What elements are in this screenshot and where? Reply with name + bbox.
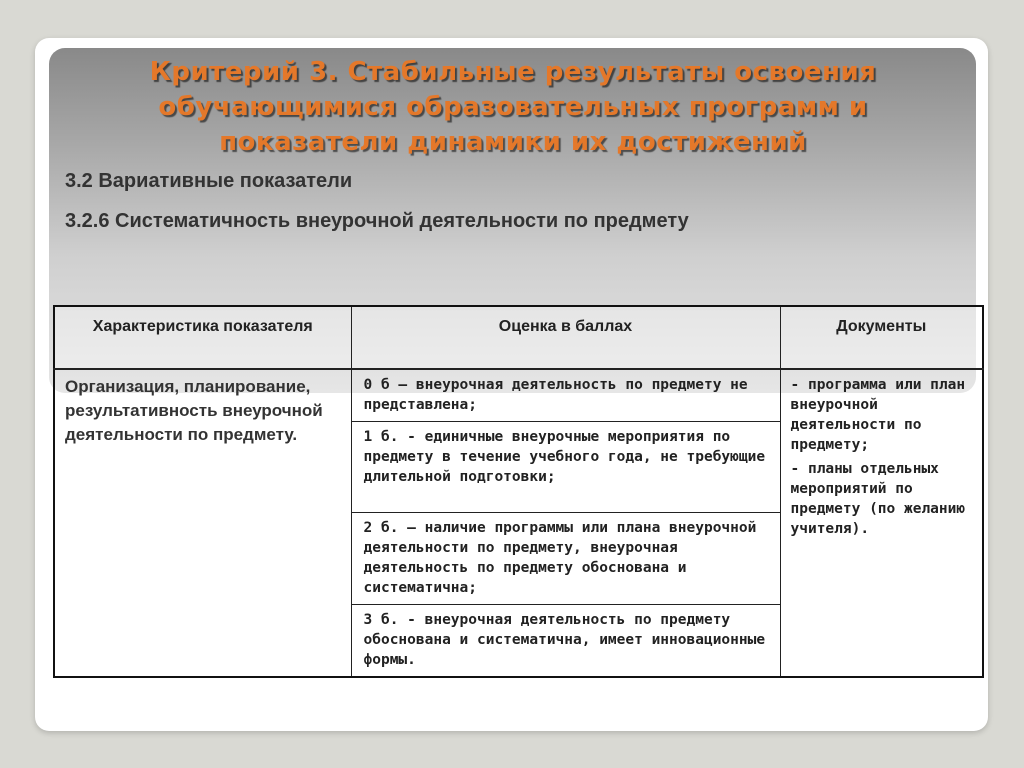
score-2-cell: 2 б. – наличие программы или плана внеурочной деятельности по предмету, внеурочная деятельность по предмету обоснована и систематична;: [351, 513, 780, 605]
header-score: Оценка в баллах: [351, 306, 780, 369]
subheading-variative: 3.2 Вариативные показатели: [65, 170, 353, 192]
score-1-cell: 1 б. - единичные внеурочные мероприятия по предмету в течение учебного года, не требующие длительной подготовки;: [351, 422, 780, 513]
subheading-indicator: 3.2.6 Систематичность внеурочной деятельности по предмету: [65, 210, 689, 232]
score-0-cell: 0 б – внеурочная деятельность по предмету не представлена;: [351, 369, 780, 422]
documents-item: - планы отдельных мероприятий по предмету (по желанию учителя).: [790, 461, 966, 537]
table-header-row: [54, 306, 983, 369]
header-characteristic: Характеристика показателя: [54, 306, 351, 369]
criteria-table: [53, 305, 984, 678]
table-row: [54, 369, 983, 422]
header-documents: Документы: [780, 306, 983, 369]
slide-title: Критерий 3. Стабильные результаты освоения обучающимися образовательных программ и показатели динамики их достижений: [149, 57, 877, 157]
characteristic-cell: Организация, планирование, результативность внеурочной деятельности по предмету.: [54, 369, 351, 677]
score-3-cell: 3 б. - внеурочная деятельность по предмету обоснована и систематична, имеет инновационные формы.: [351, 605, 780, 678]
documents-cell: [780, 369, 983, 677]
documents-item: - программа или план внеурочной деятельности по предмету;: [790, 377, 966, 453]
